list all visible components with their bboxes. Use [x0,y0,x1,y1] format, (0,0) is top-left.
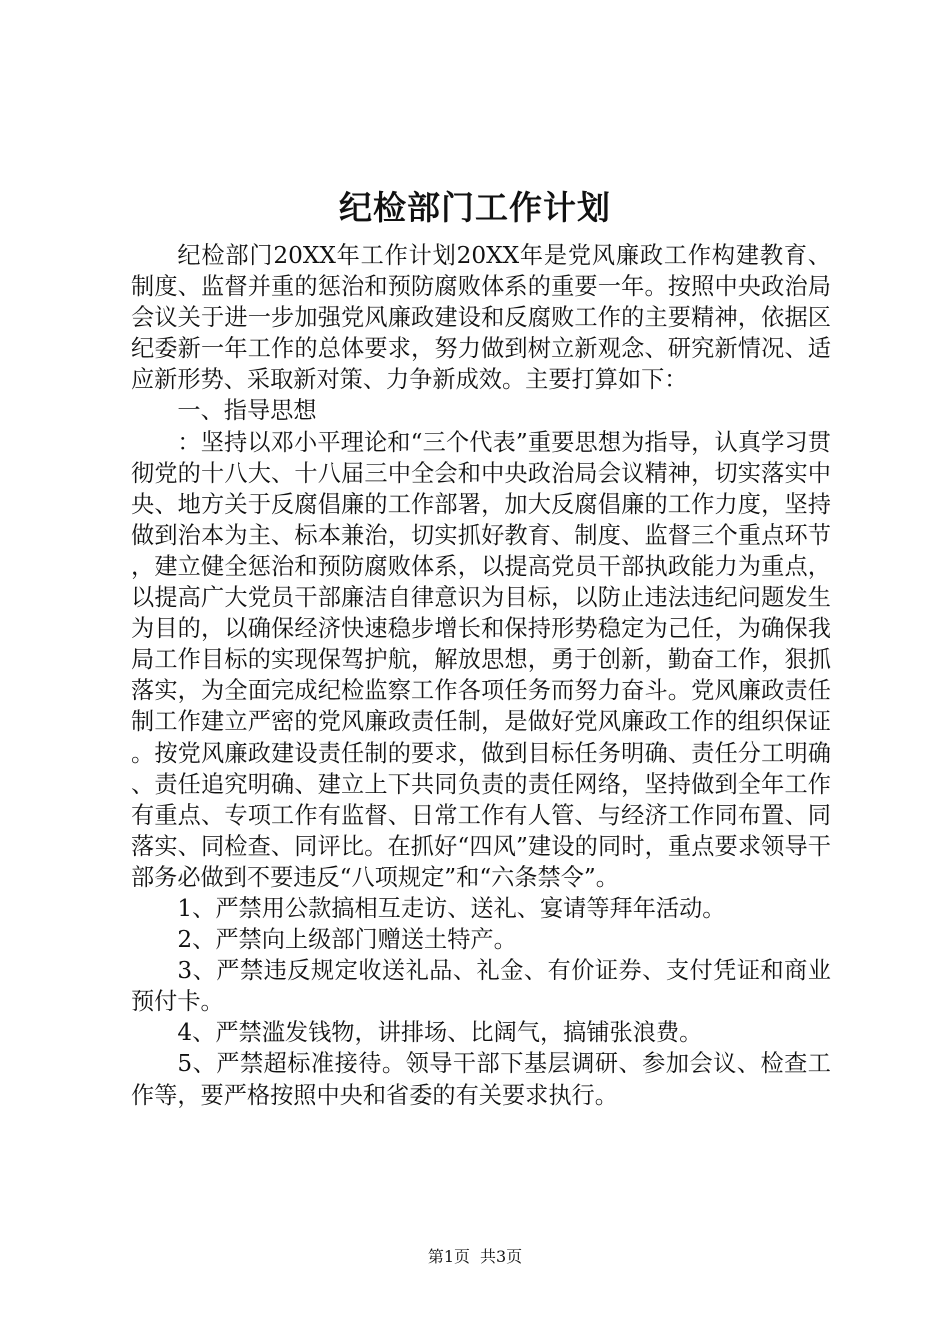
page-number-current: 第1页 [427,1247,470,1266]
document-title: 纪检部门工作计划 [339,188,611,227]
list-item-rule-1: 1、严禁用公款搞相互走访、送礼、宴请等拜年活动。 [177,894,726,922]
paragraph-guiding-ideology: ：坚持以邓小平理论和“三个代表”重要思想为指导，认真学习贯彻党的十八大、十八届三中全会和中央政治局会议精神，切实落实中央、地方关于反腐倡廉的工作部署，加大反腐倡廉的工作力度，坚持做到治本为主、标本兼治，切实抓好教育、制度、监督三个重点环节，建立健全惩治和预防腐败体系，以提高党员干部执政能力为重点，以提高广大党员干部廉洁自律意识为目标，以防止违法违纪问题发生为目的，以确保经济快速稳步增长和保持形势稳定为己任，为确保我局工作目标的实现保驾护航，解放思想，勇于创新，勤奋工作，狠抓落实，为全面完成纪检监察工作各项任务而努力奋斗。党风廉政责任制工作建立严密的党风廉政责任制，是做好党风廉政工作的组织保证。按党风廉政建设责任制的要求，做到目标任务明确、责任分工明确、责任追究明确、建立上下共同负责的责任网络，坚持做到全年工作有重点、专项工作有监督、日常工作有人管、与经济工作同布置、同落实、同检查、同评比。在抓好“四风”建设的同时，重点要求领导干部务必做到不要违反“八项规定”和“六条禁令”。 [131,428,831,891]
paragraph-intro: 纪检部门20XX年工作计划20XX年是党风廉政工作构建教育、制度、监督并重的惩治和预防腐败体系的重要一年。按照中央政治局会议关于进一步加强党风廉政建设和反腐败工作的主要精神，依据区纪委新一年工作的总体要求，努力做到树立新观念、研究新情况、适应新形势、采取新对策、力争新成效。主要打算如下： [131,242,831,394]
list-item-rule-5: 5、严禁超标准接待。领导干部下基层调研、参加会议、检查工作等，要严格按照中央和省委的有关要求执行。 [131,1050,831,1109]
document-body [131,240,831,1111]
list-item-rule-2: 2、严禁向上级部门赠送土特产。 [177,926,517,954]
page-number-total: 共3页 [480,1247,523,1266]
list-item-rule-4: 4、严禁滥发钱物，讲排场、比阔气，搞铺张浪费。 [177,1019,703,1047]
page-footer [0,1246,950,1268]
list-item-rule-3: 3、严禁违反规定收送礼品、礼金、有价证券、支付凭证和商业预付卡。 [131,957,831,1016]
section-heading-guiding-ideology: 一、指导思想 [177,397,317,425]
